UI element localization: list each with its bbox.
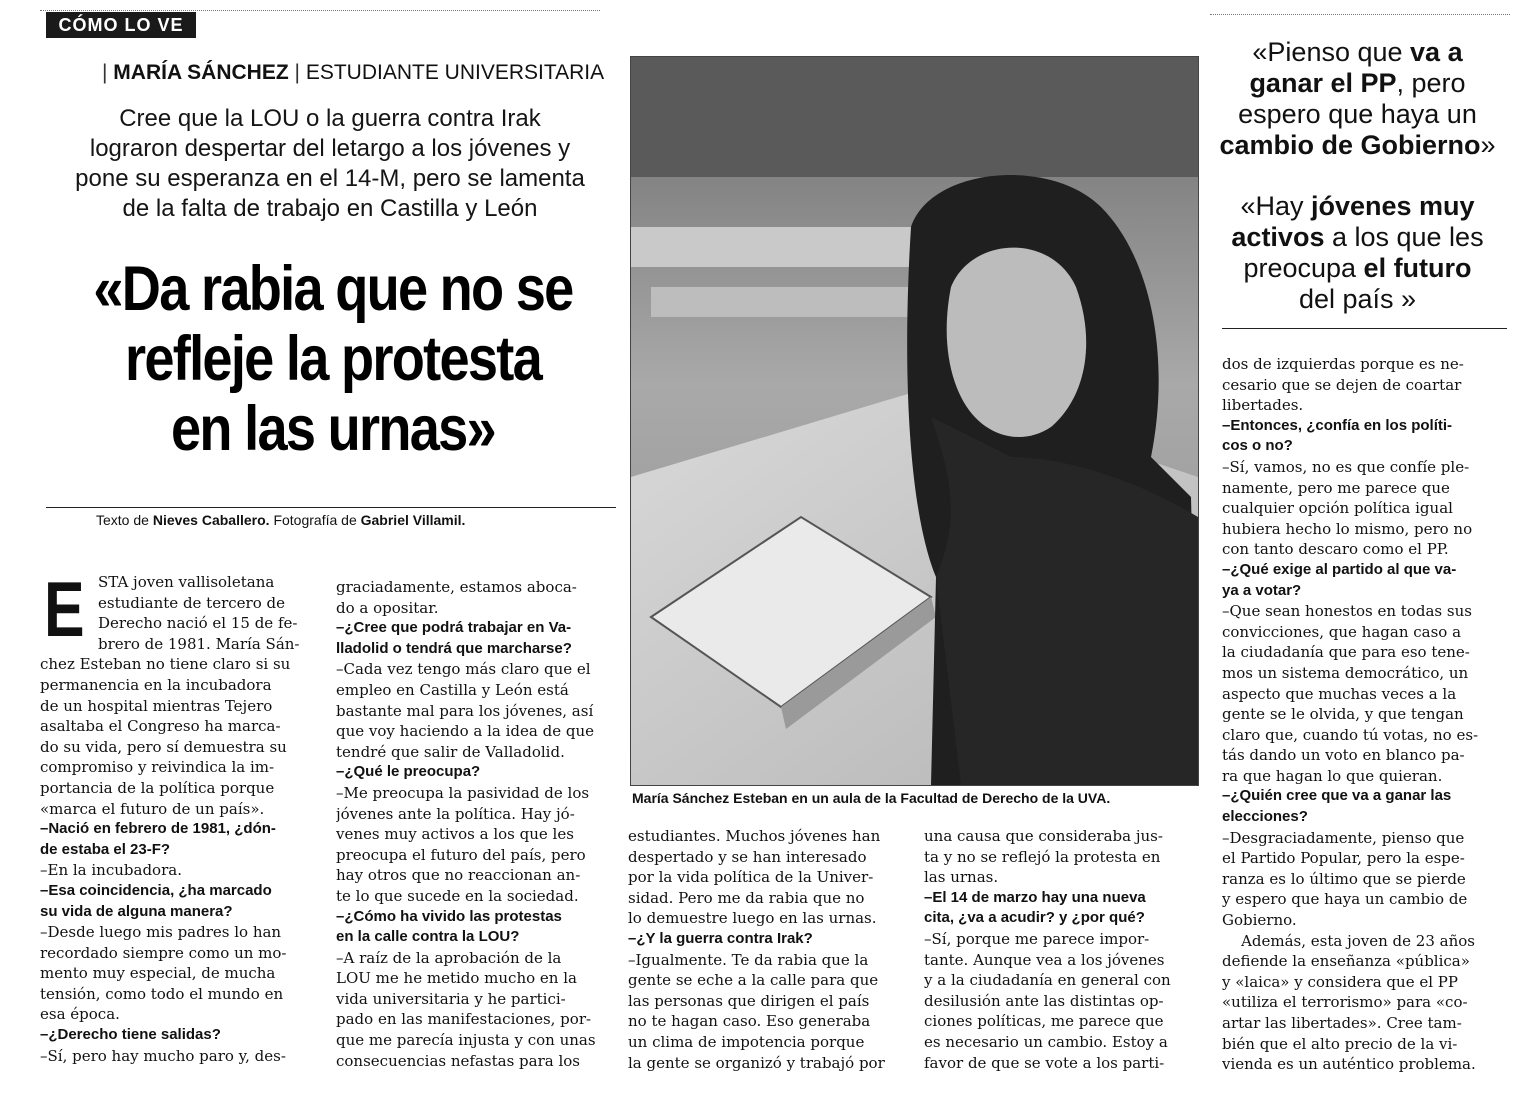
body-text-line: la gente se organizó y trabajó por [628,1053,885,1072]
pull-quote-text: preocupa [1243,253,1364,283]
body-text-line: sidad. Pero me da rabia que no [628,888,865,907]
body-text-line: –Sí, porque me parece impor- [924,929,1150,948]
interview-question-line: cita, ¿va a acudir? y ¿por qué? [924,909,1145,927]
headline-line: «Da rabia que no se [93,254,573,324]
pull-quote-emphasis: va a [1410,37,1463,67]
body-text-line: ciones políticas, me parece que [924,1012,1164,1031]
interview-question-line: –Entonces, ¿confía en los políti- [1222,416,1453,434]
body-text-line: «utiliza el terrorismo» para «co- [1222,993,1468,1012]
pull-quote-text: del país » [1298,284,1417,314]
body-text-line: preocupa el futuro del país, pero [336,845,586,864]
body-text-line: despertado y se han interesado [628,847,867,866]
body-text-line: LOU me he metido mucho en la [336,969,577,988]
body-text-line: la ciudadanía que para eso tene- [1222,643,1470,662]
body-text-line: mos un sistema democrático, un [1222,663,1469,682]
top-rule [40,10,600,11]
body-text-line: hay otros que no reaccionan an- [336,866,581,885]
body-text-line: –Sí, pero hay mucho paro y, des- [40,1046,286,1065]
body-text-line: esa época. [40,1005,120,1024]
byline-separator: | [102,61,114,84]
body-text-line: lo demuestre luego en las urnas. [628,909,877,928]
credits-rule [46,507,616,508]
deck [40,104,620,224]
byline-separator: | [288,61,306,84]
interview-question-line: –¿Qué exige al partido al que va- [1222,560,1457,578]
body-text-line: –Desgraciadamente, pienso que [1222,828,1465,847]
deck-line: Cree que la LOU o la guerra contra Irak [119,105,541,132]
body-text-line: las personas que dirigen el país [628,991,870,1010]
body-text-line: –Me preocupa la pasividad de los [336,783,590,802]
body-text-line: mento muy especial, de mucha [40,964,276,983]
pull-quote-text: «Hay [1240,191,1311,221]
pull-quote-text: «Pienso que [1252,37,1411,67]
body-text-line: –Desde luego mis padres lo han [40,923,282,942]
pull-quote-emphasis: cambio de Gobierno [1219,130,1481,160]
body-text-line: –Sí, vamos, no es que confíe ple- [1222,457,1470,476]
interview-question-line: –¿Cómo ha vivido las protestas [336,907,562,925]
interview-question-line: –¿Derecho tiene salidas? [40,1026,221,1044]
body-text-line: recordado siempre como un mo- [40,943,287,962]
pull-quote-rule [1222,328,1507,329]
body-text-line: vienda es un auténtico problema. [1222,1055,1476,1074]
deck-line: lograron despertar del letargo a los jóvenes y [89,135,571,162]
body-column-4 [924,826,1192,1073]
body-text-line: y espero que haya un cambio de [1222,890,1468,909]
interview-question-line: en la calle contra la LOU? [336,928,520,946]
body-text-line: aspecto que muchas veces a la [1222,684,1457,703]
body-text-line: pado en las manifestaciones, por- [336,1010,592,1029]
body-text-line: tensión, como todo el mundo en [40,984,284,1003]
body-text-line: namente, pero me parece que [1222,478,1450,497]
pull-quote-2 [1215,191,1500,315]
body-text-line: de un hospital mientras Tejero [40,696,273,715]
body-text-line: –En la incubadora. [40,861,182,880]
body-text-line: –A raíz de la aprobación de la [336,948,562,967]
interview-question-line: cos o no? [1222,437,1293,455]
body-text-line: Derecho nació el 15 de fe- [98,614,298,633]
portrait-photo [630,56,1199,786]
credits-photo-prefix: Fotografía de [269,512,361,528]
body-text-line: vida universitaria y he partici- [336,989,566,1008]
pull-quote-text: , pero [1396,68,1466,98]
body-text-line: –Que sean honestos en todas sus [1222,602,1472,621]
body-text-line: cualquier opción política igual [1222,499,1453,518]
section-tag: CÓMO LO VE [46,12,196,38]
body-text-line: permanencia en la incubadora [40,675,272,694]
deck-line: pone su esperanza en el 14-M, pero se lamenta [75,165,585,192]
credits-photographer: Gabriel Villamil. [360,512,466,528]
body-text-line: empleo en Castilla y León está [336,680,569,699]
body-text-line: jóvenes ante la política. Hay jó- [336,804,575,823]
body-text-line: tás dando un voto en blanco pa- [1222,746,1465,765]
photo-caption: María Sánchez Esteban en un aula de la Facultad de Derecho de la UVA. [632,790,1111,806]
interview-question-line: ya a votar? [1222,581,1302,599]
body-text-line: chez Esteban no tiene claro si su [40,655,291,674]
interview-question-line: –¿Cree que podrá trabajar en Va- [336,619,572,637]
body-text-line: artar las libertades». Cree tam- [1222,1014,1462,1032]
pull-quote-emphasis: jóvenes muy [1310,191,1475,221]
body-text-line: ra que hagan lo que quieran. [1222,766,1443,785]
body-text-line: tante. Aunque vea a los jóvenes [924,950,1165,969]
body-text-line: por la vida política de la Univer- [628,868,874,887]
body-text-line: bién que el alto precio de la vi- [1222,1034,1458,1053]
pull-quote-emphasis: el futuro [1363,253,1472,283]
body-text-line: una causa que consideraba jus- [924,827,1163,845]
interview-question-line: elecciones? [1222,808,1308,826]
credits [96,512,465,528]
pull-quote-emphasis: ganar el PP [1249,68,1397,98]
pull-quote-text: » [1480,130,1496,160]
headline [79,254,586,464]
interview-question-line: de estaba el 23-F? [40,840,171,858]
body-text-line: con tanto descaro como el PP. [1222,540,1449,559]
interview-question-line: –¿Y la guerra contra Irak? [628,929,813,947]
body-text-line: y a la ciudadanía en general con [924,971,1171,990]
body-column-3 [628,826,898,1073]
body-text-line: graciadamente, estamos aboca- [336,578,577,596]
body-text-line: un clima de impotencia porque [628,1032,865,1051]
body-text-line: estudiante de tercero de [98,593,285,612]
body-column-1 [40,565,306,1066]
body-text-line: gente se eche a la calle para que [628,971,879,990]
interview-question-line: lladolid o tendrá que marcharse? [336,639,572,657]
body-text-line: el Partido Popular, pero la espe- [1222,849,1465,868]
body-text-line: ta y no se reflejó la protesta en [924,847,1161,866]
body-text-line: do su vida, pero sí demuestra su [40,737,287,756]
body-text-line: que me parecía injusta y con unas [336,1031,596,1050]
body-text-line: que voy haciendo a la idea de que [336,722,594,741]
pull-quote-text: espero que haya un [1238,99,1477,129]
body-text-line: bastante mal para los jóvenes, así [336,701,594,720]
body-text-line: te lo que sucede en la sociedad. [336,886,579,905]
body-text-line: tendré que salir de Valladolid. [336,742,565,761]
body-text-line: defiende la enseñanza «pública» [1222,952,1470,971]
body-text-line: Además, esta joven de 23 años [1222,931,1475,950]
pull-quote-1 [1215,37,1500,161]
byline [102,61,604,85]
interview-question-line: –El 14 de marzo hay una nueva [924,888,1146,906]
credits-author: Nieves Caballero. [152,512,270,528]
body-text-line: –Igualmente. Te da rabia que la [628,950,869,969]
body-text-line: no te hagan caso. Eso generaba [628,1012,871,1031]
body-text-line: STA joven vallisoletana [98,573,275,591]
body-text-line: brero de 1981. María Sán- [98,634,300,653]
byline-name: MARÍA SÁNCHEZ [113,61,289,84]
drop-cap: E [44,565,85,653]
body-text-line: convicciones, que hagan caso a [1222,622,1462,641]
interview-question-line: su vida de alguna manera? [40,902,233,920]
headline-line: refleje la protesta [125,324,541,394]
interview-question-line: –¿Quién cree que va a ganar las [1222,787,1452,805]
body-text-line: gente se le olvida, y que tengan [1222,705,1464,724]
body-text-line: cesario que se dejen de coartar [1222,375,1462,394]
body-column-2 [336,577,602,1071]
byline-role: ESTUDIANTE UNIVERSITARIA [305,61,605,84]
top-rule-right [1210,14,1510,15]
body-text-line: estudiantes. Muchos jóvenes han [628,827,881,845]
pull-quote-text: a los que les [1324,222,1484,252]
body-text-line: venes muy activos a los que les [336,825,574,844]
body-text-line: ranza es lo último que se pierde [1222,869,1466,888]
body-text-line: asaltaba el Congreso ha marca- [40,717,281,736]
body-text-line: las urnas. [924,868,999,887]
credits-text-prefix: Texto de [96,512,153,528]
body-text-line: y «laica» y considera que el PP [1222,972,1458,991]
deck-line: de la falta de trabajo en Castilla y León [122,195,538,222]
body-text-line: compromiso y reivindica la im- [40,758,275,777]
body-text-line: Gobierno. [1222,911,1297,930]
body-text-line: libertades. [1222,396,1304,415]
body-text-line: es necesario un cambio. Estoy a [924,1032,1168,1051]
body-text-line: «marca el futuro de un país». [40,799,265,818]
body-text-line: desilusión ante las distintas op- [924,991,1164,1010]
body-text-line: hubiera hecho lo mismo, pero no [1222,519,1473,538]
headline-line: en las urnas» [171,394,495,464]
body-text-line: do a opositar. [336,598,439,617]
interview-question-line: –Nació en febrero de 1981, ¿dón- [40,820,276,838]
pull-quote-emphasis: activos [1231,222,1325,252]
body-text-line: claro que, cuando tú votas, no es- [1222,725,1479,744]
body-text-line: portancia de la política porque [40,778,275,797]
portrait-photo-graphic [631,57,1198,785]
body-text-line: –Cada vez tengo más claro que el [336,660,591,679]
body-text-line: dos de izquierdas porque es ne- [1222,355,1464,373]
body-text-line: favor de que se vote a los parti- [924,1053,1165,1072]
body-column-5 [1222,354,1494,1075]
body-text-line: consecuencias nefastas para los [336,1051,580,1070]
interview-question-line: –¿Qué le preocupa? [336,763,481,781]
interview-question-line: –Esa coincidencia, ¿ha marcado [40,881,272,899]
